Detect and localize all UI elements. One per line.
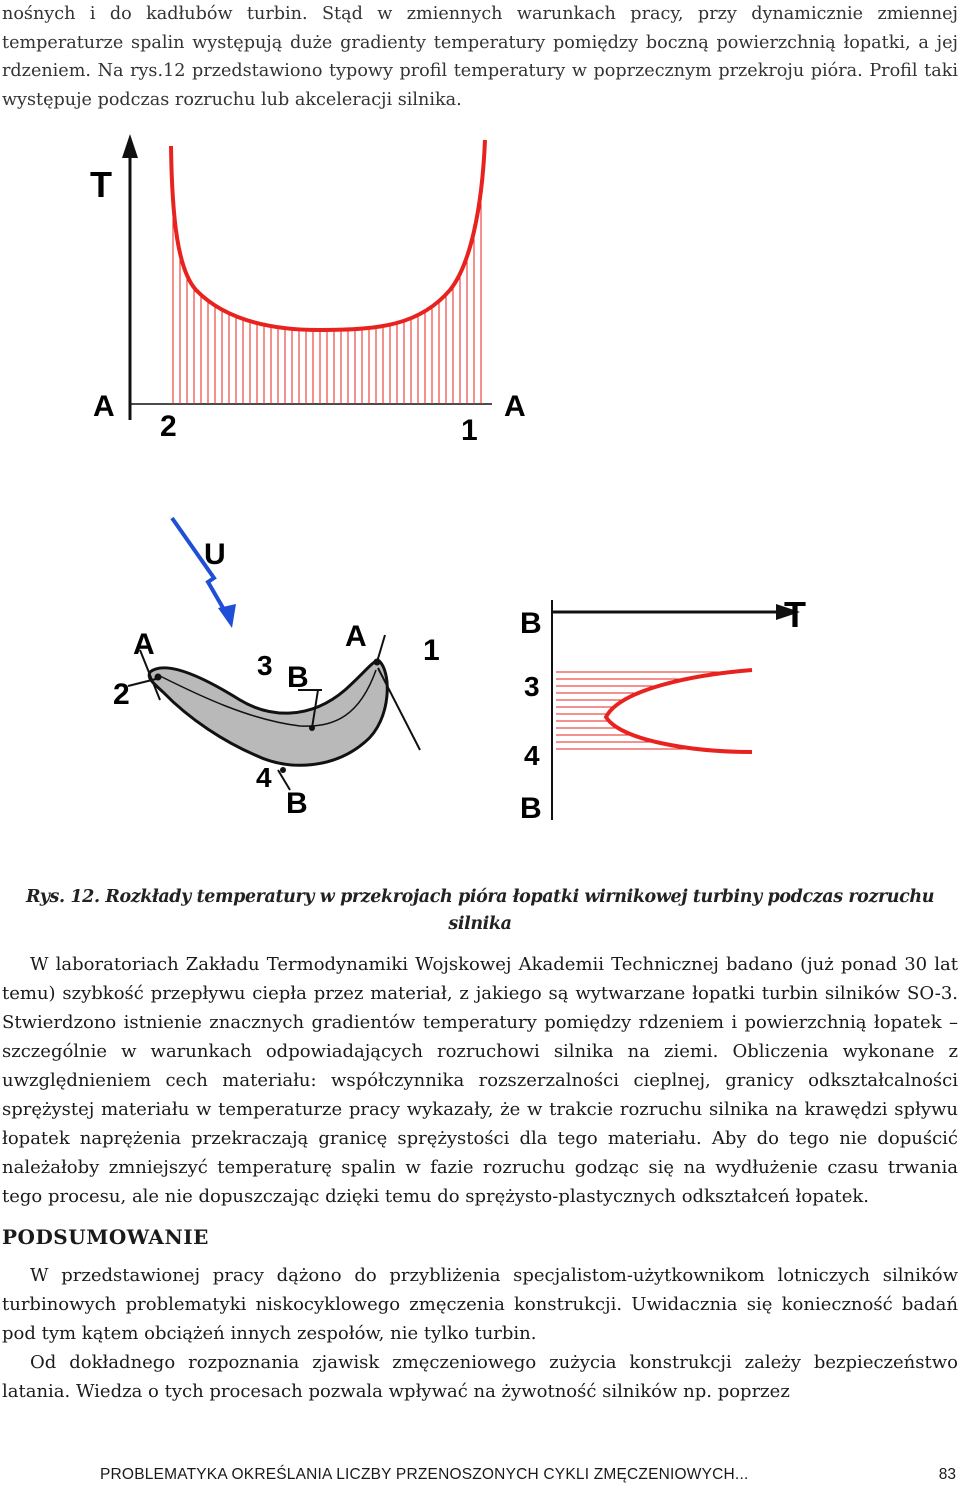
blade-line-A-right [377,635,385,662]
blade-label-1: 1 [423,634,440,667]
top-temperature-curve [171,140,485,330]
blade-point-B-bottom [280,767,286,773]
blade-point-B-top [309,725,315,731]
right-label-B-top: B [520,607,542,640]
blade-point-A-right [374,659,381,666]
right-label-B-bottom: B [520,792,542,825]
paragraph-safety: Od dokładnego rozpoznania zjawisk zmęczeniowego zużycia konstrukcji zależy bezpieczeństwo latania. Wiedza o tych procesach pozwala wpływać na żywotność silników np. poprzez [2,1352,958,1402]
paragraph-laboratories: W laboratoriach Zakładu Termodynamiki Wojskowej Akademii Technicznej badano (już ponad 30 lat temu) szybkość przepływu ciepła przez materiał, z jakiego są wytwarzane łopatki turbin silników SO-3. Stwierdzono istnienie znacznych gradientów temperatury pomiędzy rdzeniem i powierzchnią łopatek – szczególnie w warunkach odpowiadających rozruchowi silnika na ziemi. Obliczenia wykonane z uwzględnieniem cech materiału: współczynnika rozszerzalności cieplnej, granicy odkształcalności sprężystej materiału w temperaturze pracy wykazały, że w trakcie rozruchu silnika na krawędzi spływu łopatek naprężenia przekraczają granicę sprężystości dla tego materiału. Aby do tego nie dopuścić należałoby zmniejszyć temperaturę spalin w fazie rozruchu godząc się na wydłużenie czasu trwania tego procesu, ale nie dopuszczając dzięki temu do sprężysto-plastycznych odkształceń łopatek. [2,954,958,1207]
right-axis-label-T: T [784,594,806,635]
figure-caption: Rys. 12. Rozkłady temperatury w przekrojach pióra łopatki wirnikowej turbiny podczas rozruchu silnika [25,887,935,934]
page-number: 83 [938,1466,956,1483]
intro-text: nośnych i do kadłubów turbin. Stąd w zmiennych warunkach pracy, przy dynamicznie zmiennej temperaturze spalin występują duże gradienty temperatury pomiędzy boczną powierzchnią łopatki, a jej rdzeniem. Na rys.12 przedstawiono typowy profil temperatury w poprzecznym przekroju pióra. Profil taki występuje podczas rozruchu lub akceleracji silnika. [2,4,958,110]
right-temperature-chart [520,594,806,825]
page-footer [0,1466,960,1490]
blade-label-B-bottom: B [286,787,308,820]
intro-paragraph [2,0,958,114]
top-point-1: 1 [461,414,478,447]
right-label-4: 4 [524,740,540,771]
footer-title: PROBLEMATYKA OKREŚLANIA LICZBY PRZENOSZONYCH CYKLI ZMĘCZENIOWYCH... [100,1466,749,1483]
right-temperature-curve [606,670,752,752]
top-temperature-chart [90,134,526,447]
flow-label-U: U [204,538,226,571]
right-label-3: 3 [524,671,540,702]
blade-label-A-right: A [345,620,367,653]
top-axis-label-T: T [90,164,112,205]
top-y-axis-arrow-icon [122,134,138,158]
top-point-2: 2 [160,410,177,443]
blade-label-B-top: B [287,661,309,694]
blade-label-3: 3 [257,650,273,681]
top-hatch-lines [173,190,481,404]
top-point-A-right: A [504,390,526,423]
body-text [2,950,958,1406]
blade-label-4: 4 [256,762,272,793]
blade-label-2: 2 [113,678,130,711]
blade-point-A-left [155,674,162,681]
blade-cross-section [113,518,440,820]
blade-label-A-left: A [133,628,155,661]
top-point-A-left: A [93,390,115,423]
paragraph-summary: W przedstawionej pracy dążono do przybliżenia specjalistom-użytkownikom lotniczych silników turbinowych problematyki niskocyklowego zmęczenia konstrukcji. Uwidacznia się konieczność badań pod tym kątem obciążeń innych zespołów, nie tylko turbin. [2,1265,958,1344]
flow-arrow-head-icon [218,604,236,628]
figure-temperature-profiles [0,130,960,860]
section-heading-summary: PODSUMOWANIE [2,1225,209,1249]
